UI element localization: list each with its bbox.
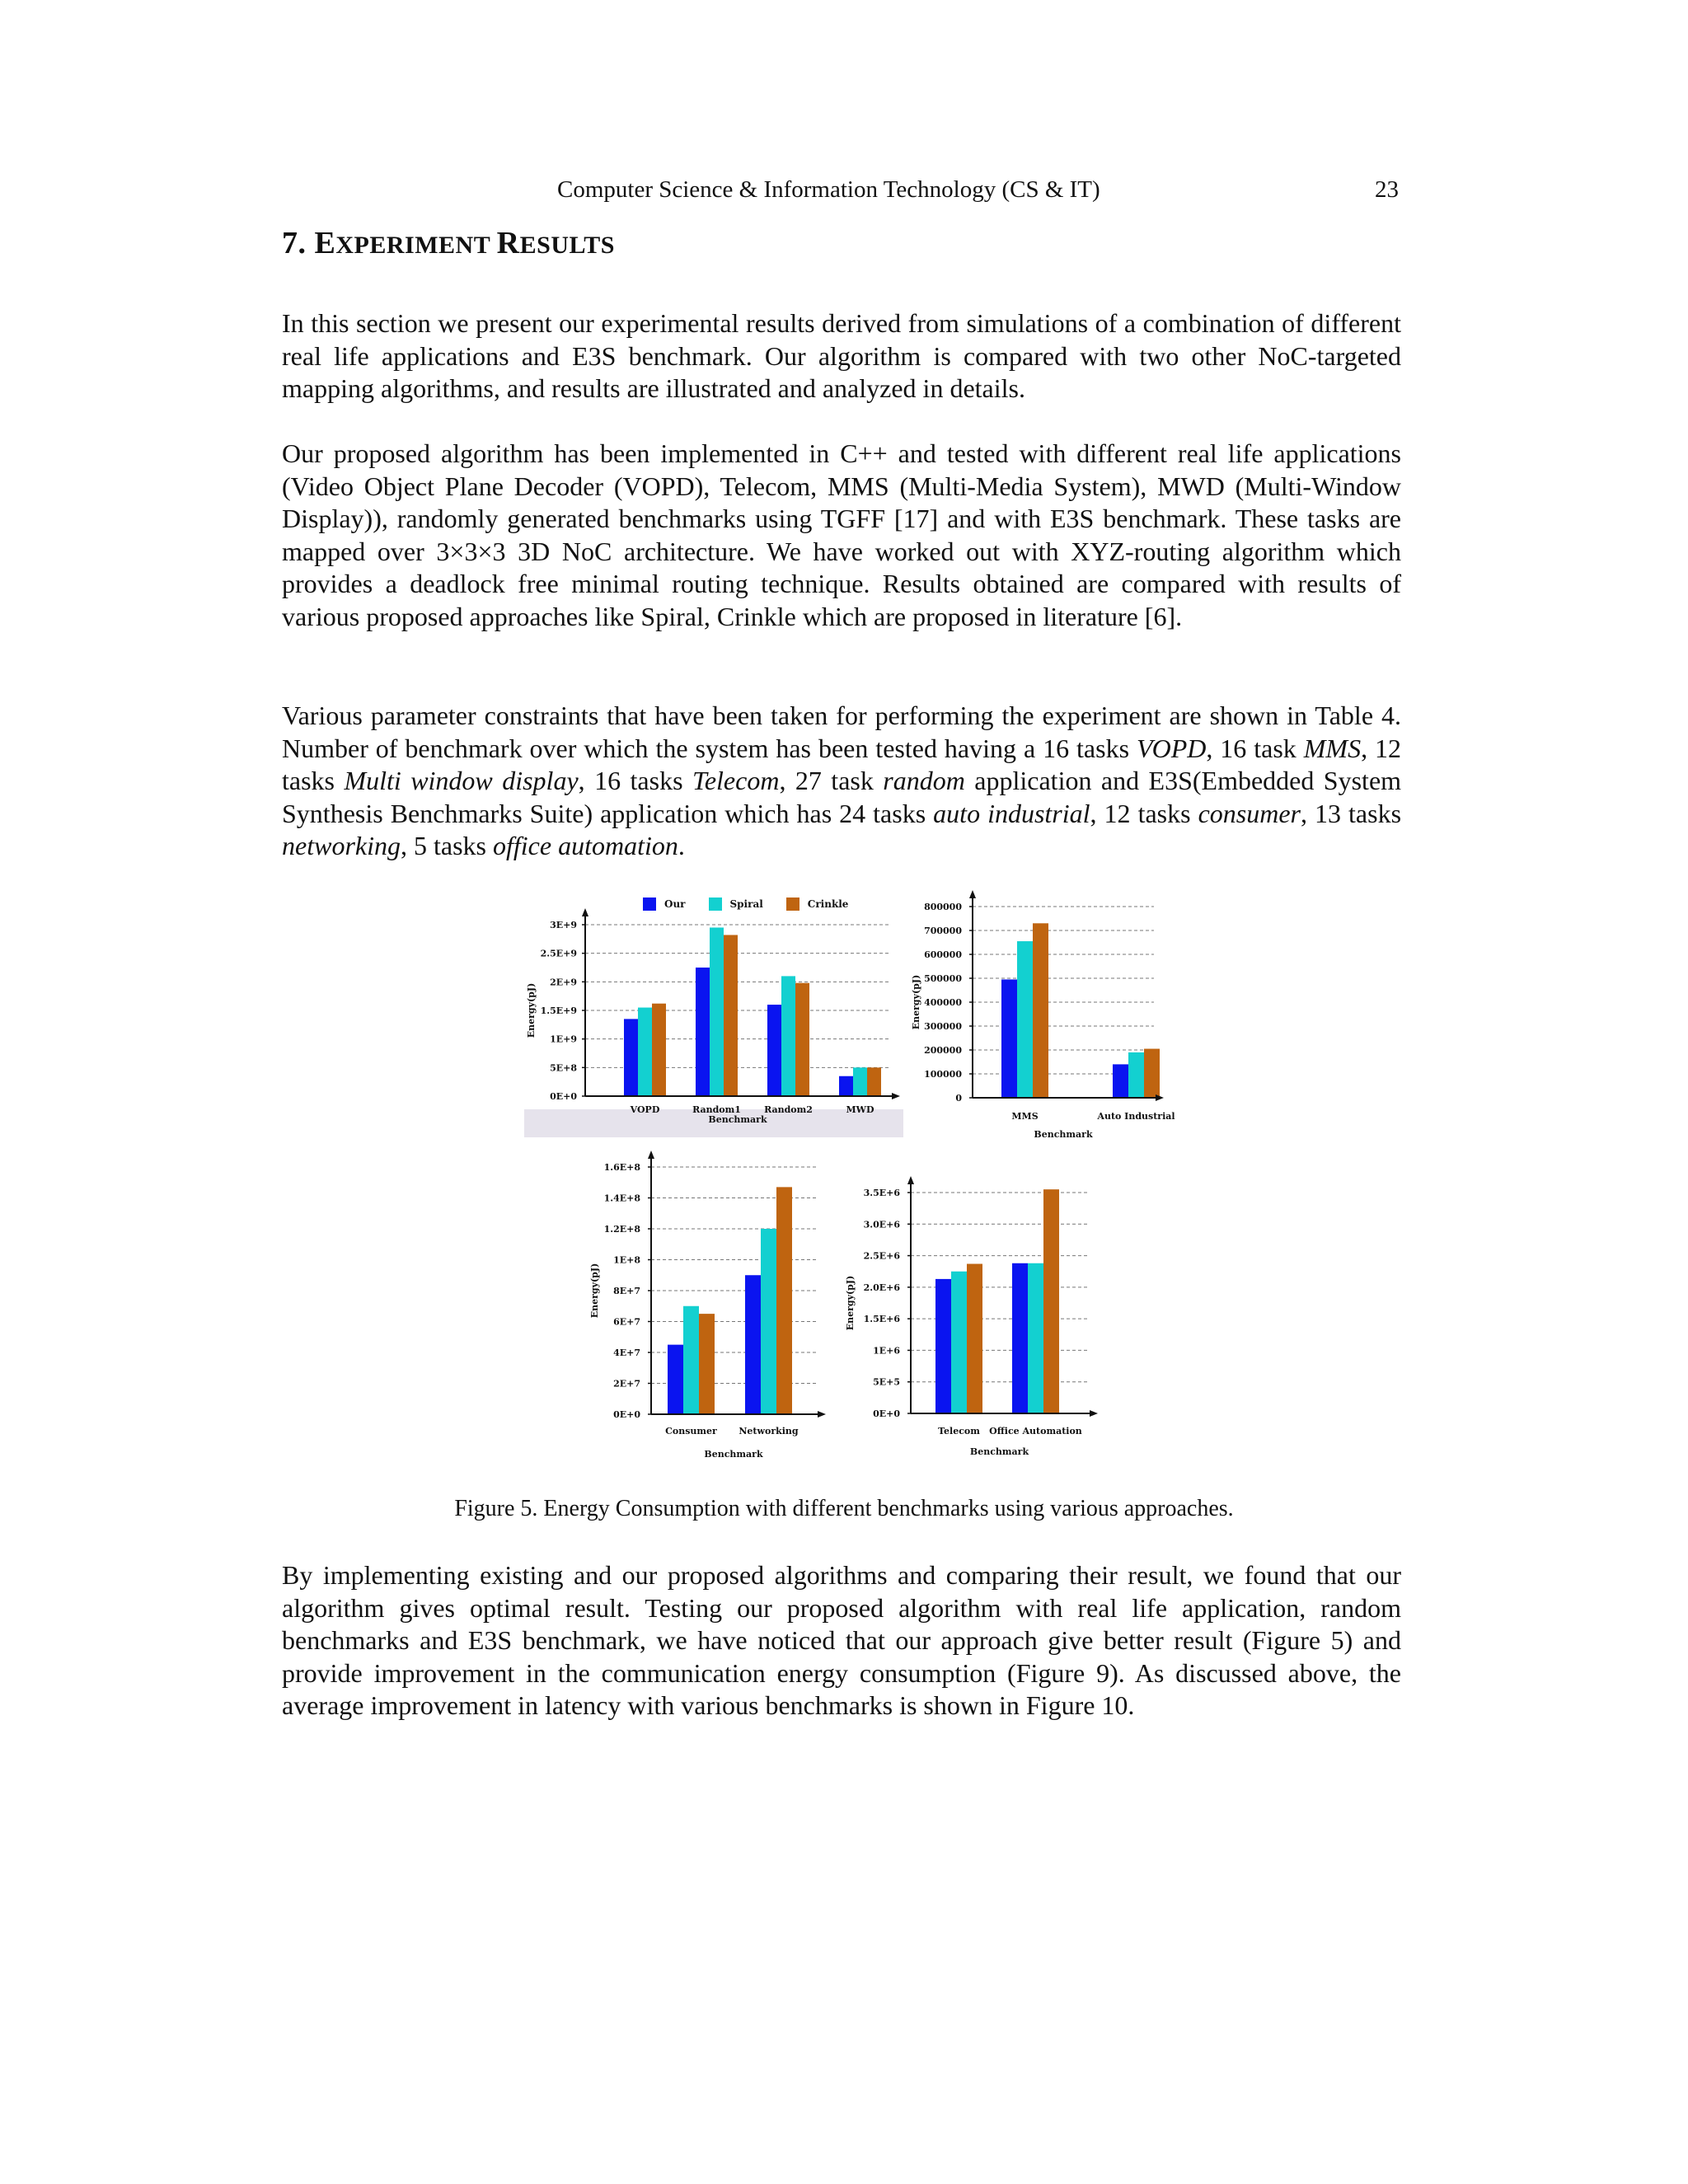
y-tick-label: 1.5E+9 <box>540 1005 577 1016</box>
chart-consumer-networking <box>573 1152 837 1465</box>
bar-spiral-vopd <box>638 1008 652 1096</box>
bar-spiral-mms <box>1017 941 1033 1098</box>
bar-our-vopd <box>624 1019 638 1096</box>
x-axis-arrow <box>818 1411 826 1418</box>
y-axis-arrow <box>648 1151 654 1159</box>
y-tick-label: 2E+9 <box>550 977 577 988</box>
x-axis-title: Benchmark <box>708 1114 767 1125</box>
y-tick-label: 1.5E+6 <box>863 1314 900 1325</box>
bar-our-auto-industrial <box>1113 1064 1128 1098</box>
bar-our-consumer <box>668 1345 683 1414</box>
bar-spiral-random1 <box>710 927 724 1096</box>
y-axis-arrow <box>969 890 976 898</box>
y-tick-label: 500000 <box>924 973 962 984</box>
bar-spiral-consumer <box>683 1306 699 1414</box>
y-tick-label: 800000 <box>924 902 962 912</box>
bar-crinkle-mms <box>1033 923 1048 1098</box>
y-tick-label: 0E+0 <box>550 1091 577 1102</box>
y-tick-label: 400000 <box>924 997 962 1008</box>
legend-item-spiral: Spiral <box>709 898 763 911</box>
y-axis-title: Energy(pJ) <box>845 1275 856 1331</box>
legend-item-crinkle: Crinkle <box>786 898 849 911</box>
chart-vopd-random-mwd <box>511 907 907 1146</box>
bar-spiral-auto-industrial <box>1128 1052 1144 1098</box>
y-tick-label: 0E+0 <box>613 1409 640 1420</box>
y-tick-label: 0 <box>955 1093 962 1104</box>
bar-crinkle-random1 <box>724 935 738 1096</box>
x-category-label: Networking <box>738 1426 799 1436</box>
y-axis-title: Energy(pJ) <box>911 974 921 1030</box>
x-category-label: Consumer <box>665 1426 717 1436</box>
bar-our-mms <box>1001 979 1017 1098</box>
y-tick-label: 2.5E+9 <box>540 948 577 959</box>
bar-crinkle-auto-industrial <box>1144 1049 1160 1098</box>
x-category-label: Telecom <box>938 1426 980 1436</box>
bar-crinkle-consumer <box>699 1314 715 1414</box>
x-category-label: VOPD <box>630 1104 660 1115</box>
y-axis-title: Energy(pJ) <box>526 982 537 1038</box>
journal-title: Computer Science & Information Technology (CS & IT) <box>557 176 1100 203</box>
paragraph-conclusion: By implementing existing and our proposed algorithms and comparing their result, we found that our algorithm gives optimal result. Testing our proposed algorithm with real life application, random benchmarks and E3S benchmark, we have noticed that our approach give better result (Figure 5) and provide improvement in the communication energy consumption (Figure 9). As discussed above, the average improvement in latency with various benchmarks is shown in Figure 10. <box>282 1560 1401 1721</box>
paragraph-implementation: Our proposed algorithm has been implemented in C++ and tested with different real life applications (Video Object Plane Decoder (VOPD), Telecom, MMS (Multi-Media System), MWD (Multi-Window Display)), randomly generated benchmarks using TGFF [17] and with E3S benchmark. These tasks are mapped over 3×3×3 3D NoC architecture. We have worked out with XYZ-routing algorithm which provides a deadlock free minimal routing technique. Results obtained are compared with results of various proposed approaches like Spiral, Crinkle which are proposed in literature [6]. <box>282 438 1401 631</box>
x-category-label: Office Automation <box>989 1426 1082 1436</box>
section-heading: 7. EXPERIMENT RESULTS <box>282 226 615 260</box>
section-number: 7. <box>282 226 307 260</box>
y-tick-label: 1.6E+8 <box>603 1162 640 1173</box>
legend-item-our: Our <box>643 898 686 911</box>
bar-our-random2 <box>767 1005 781 1096</box>
bar-crinkle-mwd <box>867 1067 881 1096</box>
y-tick-label: 5E+5 <box>873 1376 900 1388</box>
x-category-label: MMS <box>1011 1111 1039 1122</box>
bar-spiral-mwd <box>853 1067 867 1096</box>
bar-spiral-random2 <box>781 976 795 1096</box>
x-axis-arrow <box>892 1093 900 1099</box>
y-tick-label: 2E+7 <box>613 1378 640 1390</box>
chart-mms-auto-industrial <box>903 898 1175 1146</box>
y-tick-label: 1E+8 <box>613 1254 640 1266</box>
page-number: 23 <box>1375 176 1399 203</box>
bar-spiral-office-automation <box>1028 1263 1043 1413</box>
y-axis-arrow <box>907 1176 914 1184</box>
x-axis-title: Benchmark <box>704 1449 763 1460</box>
y-tick-label: 1E+6 <box>873 1345 900 1357</box>
y-axis-title: Energy(pJ) <box>589 1263 600 1319</box>
y-tick-label: 1.2E+8 <box>603 1224 640 1235</box>
bar-our-random1 <box>696 968 710 1096</box>
bar-our-mwd <box>839 1076 853 1096</box>
bar-crinkle-office-automation <box>1043 1189 1059 1413</box>
bar-our-office-automation <box>1012 1263 1028 1413</box>
bar-crinkle-telecom <box>967 1264 982 1413</box>
y-tick-label: 2.0E+6 <box>863 1282 900 1293</box>
y-tick-label: 3.5E+6 <box>863 1188 900 1198</box>
y-tick-label: 3.0E+6 <box>863 1219 900 1230</box>
bar-spiral-telecom <box>951 1272 967 1413</box>
paragraph-benchmarks: Various parameter constraints that have been taken for performing the experiment are shown in Table 4. Number of benchmark over which the system has been tested having a 16 tasks VOPD, 16 task MMS, 12 tasks Multi window display, 16 tasks Telecom, 27 task random application and E3S(Embedded System Synthesis Benchmarks Suite) application which has 24 tasks auto industrial, 12 tasks consumer, 13 tasks networking, 5 tasks office automation. <box>282 701 1402 861</box>
y-tick-label: 200000 <box>924 1045 962 1056</box>
bar-crinkle-networking <box>776 1187 792 1414</box>
y-tick-label: 2.5E+6 <box>863 1250 900 1262</box>
chart-telecom-office <box>832 1179 1113 1463</box>
y-tick-label: 1.4E+8 <box>603 1193 640 1204</box>
bar-our-networking <box>745 1275 761 1414</box>
bar-our-telecom <box>935 1279 951 1413</box>
x-category-label: Random1 <box>692 1104 741 1115</box>
x-axis-title: Benchmark <box>969 1446 1029 1457</box>
x-category-label: Auto Industrial <box>1097 1111 1175 1122</box>
y-tick-label: 3E+9 <box>550 920 577 930</box>
y-tick-label: 5E+8 <box>550 1062 577 1074</box>
y-tick-label: 6E+7 <box>613 1316 640 1328</box>
y-axis-arrow <box>582 908 588 916</box>
y-tick-label: 600000 <box>924 949 962 960</box>
figure-caption: Figure 5. Energy Consumption with different benchmarks using various approaches. <box>454 1496 1234 1521</box>
x-axis-arrow <box>1090 1410 1098 1417</box>
bar-crinkle-random2 <box>795 983 809 1096</box>
y-tick-label: 100000 <box>924 1069 962 1080</box>
x-category-label: Random2 <box>764 1104 813 1115</box>
y-tick-label: 0E+0 <box>873 1408 900 1419</box>
x-axis-title: Benchmark <box>1034 1129 1093 1140</box>
y-tick-label: 700000 <box>924 926 962 936</box>
y-tick-label: 4E+7 <box>613 1347 640 1358</box>
bar-crinkle-vopd <box>652 1004 666 1096</box>
paragraph-intro: In this section we present our experimental results derived from simulations of a combination of different real life applications and E3S benchmark. Our algorithm is compared with two other NoC-targeted mapping algorithms, and results are illustrated and analyzed in details. <box>282 308 1401 404</box>
y-tick-label: 300000 <box>924 1021 962 1032</box>
y-tick-label: 1E+9 <box>550 1033 577 1045</box>
bar-spiral-networking <box>761 1229 776 1414</box>
x-category-label: MWD <box>846 1104 874 1115</box>
y-tick-label: 8E+7 <box>613 1286 640 1296</box>
